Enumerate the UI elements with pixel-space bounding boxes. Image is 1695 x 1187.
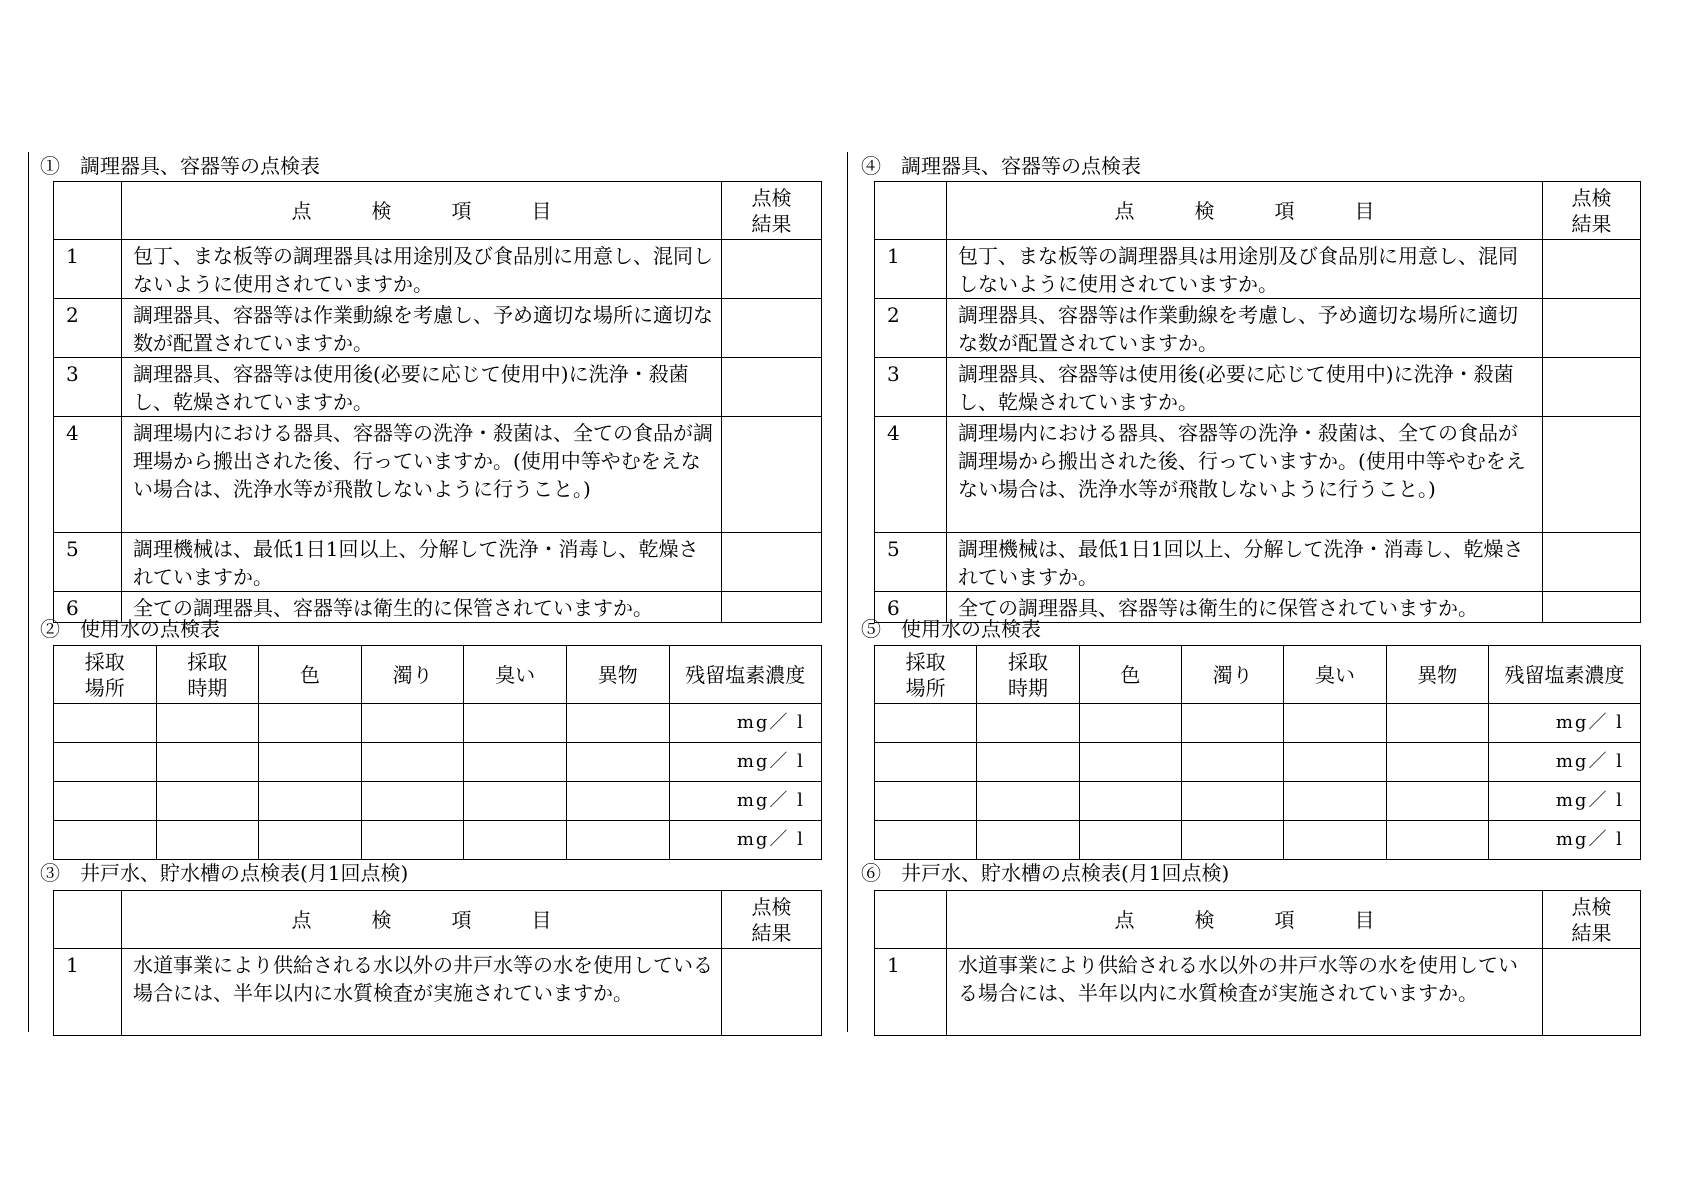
result-entry-cell[interactable]	[1543, 358, 1641, 417]
column-header: 濁り	[361, 646, 464, 704]
table-row	[875, 704, 1641, 743]
row-number: 5	[875, 533, 947, 592]
check-item-text: 水道事業により供給される水以外の井戸水等の水を使用している場合には、半年以内に水質検査が実施されていますか。	[947, 949, 1543, 1036]
check-item-text: 調理機械は、最低1日1回以上、分解して洗浄・消毒し、乾燥されていますか。	[947, 533, 1543, 592]
water-entry-cell[interactable]	[259, 821, 362, 860]
chlorine-unit-cell[interactable]: mg／ l	[1488, 821, 1640, 860]
result-entry-cell[interactable]	[722, 240, 822, 299]
column-header: 異物	[566, 646, 669, 704]
table-row	[875, 417, 1641, 533]
water-entry-cell[interactable]	[1284, 782, 1386, 821]
row-number: 1	[54, 240, 122, 299]
table-header-row	[54, 891, 822, 949]
check-item-text: 包丁、まな板等の調理器具は用途別及び食品別に用意し、混同しないように使用されていますか。	[122, 240, 722, 299]
utensils-checklist-table	[874, 181, 1641, 623]
water-entry-cell[interactable]	[464, 743, 567, 782]
water-check-table	[874, 645, 1641, 860]
column-header: 残留塩素濃度	[1488, 646, 1640, 704]
water-entry-cell[interactable]	[977, 743, 1079, 782]
row-number: 4	[54, 417, 122, 533]
water-entry-cell[interactable]	[1386, 743, 1488, 782]
left-margin-line	[28, 152, 29, 1032]
header-number-cell	[875, 182, 947, 240]
result-entry-cell[interactable]	[722, 299, 822, 358]
row-number: 4	[875, 417, 947, 533]
result-entry-cell[interactable]	[1543, 592, 1641, 623]
water-entry-cell[interactable]	[156, 782, 259, 821]
check-item-text: 調理場内における器具、容器等の洗浄・殺菌は、全ての食品が調理場から搬出された後、行っていますか。(使用中等やむをえない場合は、洗浄水等が飛散しないように行うこと。)	[947, 417, 1543, 533]
section-title-utensils: ① 調理器具、容器等の点検表	[40, 154, 320, 178]
check-item-text: 水道事業により供給される水以外の井戸水等の水を使用している場合には、半年以内に水質検査が実施されていますか。	[122, 949, 722, 1036]
water-entry-cell[interactable]	[156, 821, 259, 860]
water-entry-cell[interactable]	[1284, 704, 1386, 743]
water-entry-cell[interactable]	[566, 743, 669, 782]
check-item-text: 調理器具、容器等は使用後(必要に応じて使用中)に洗浄・殺菌し、乾燥されていますか。	[947, 358, 1543, 417]
well-water-checklist-table	[53, 890, 822, 1036]
center-divider-line	[847, 152, 848, 1032]
well-water-checklist-table	[874, 890, 1641, 1036]
section-title-water: ⑤ 使用水の点検表	[861, 617, 1041, 641]
column-header: 臭い	[1284, 646, 1386, 704]
result-entry-cell[interactable]	[722, 358, 822, 417]
row-number: 2	[54, 299, 122, 358]
check-item-text: 全ての調理器具、容器等は衛生的に保管されていますか。	[122, 592, 722, 623]
table-row	[875, 299, 1641, 358]
table-row	[54, 240, 822, 299]
check-item-text: 包丁、まな板等の調理器具は用途別及び食品別に用意し、混同しないように使用されていますか。	[947, 240, 1543, 299]
header-result-cell: 点検 結果	[1543, 182, 1641, 240]
water-entry-cell[interactable]	[1181, 782, 1283, 821]
water-entry-cell[interactable]	[361, 821, 464, 860]
water-entry-cell[interactable]	[566, 782, 669, 821]
table-row	[54, 417, 822, 533]
header-item-cell: 点 検 項 目	[947, 182, 1543, 240]
table-row	[54, 533, 822, 592]
water-entry-cell[interactable]	[1284, 743, 1386, 782]
table-header-row	[875, 891, 1641, 949]
chlorine-unit-cell[interactable]: mg／ l	[1488, 743, 1640, 782]
header-result-cell: 点検 結果	[722, 182, 822, 240]
table-row	[54, 949, 822, 1036]
table-header-row	[54, 646, 822, 704]
table-row	[54, 704, 822, 743]
result-entry-cell[interactable]	[1543, 299, 1641, 358]
chlorine-unit-cell[interactable]: mg／ l	[1488, 704, 1640, 743]
row-number: 6	[54, 592, 122, 623]
water-entry-cell[interactable]	[1079, 821, 1181, 860]
table-row	[54, 299, 822, 358]
column-header: 採取 時期	[156, 646, 259, 704]
check-item-text: 調理場内における器具、容器等の洗浄・殺菌は、全ての食品が調理場から搬出された後、行っていますか。(使用中等やむをえない場合は、洗浄水等が飛散しないように行うこと。)	[122, 417, 722, 533]
column-header: 異物	[1386, 646, 1488, 704]
water-entry-cell[interactable]	[1181, 704, 1283, 743]
utensils-checklist-table	[53, 181, 822, 623]
water-entry-cell[interactable]	[977, 782, 1079, 821]
table-row	[54, 782, 822, 821]
row-number: 1	[875, 240, 947, 299]
row-number: 3	[875, 358, 947, 417]
column-header: 臭い	[464, 646, 567, 704]
result-entry-cell[interactable]	[1543, 417, 1641, 533]
header-result-cell: 点検 結果	[1543, 891, 1641, 949]
chlorine-unit-cell[interactable]: mg／ l	[669, 782, 821, 821]
result-entry-cell[interactable]	[1543, 240, 1641, 299]
row-number: 1	[875, 949, 947, 1036]
water-entry-cell[interactable]	[1181, 743, 1283, 782]
water-entry-cell[interactable]	[54, 782, 157, 821]
table-row	[54, 821, 822, 860]
water-entry-cell[interactable]	[1181, 821, 1283, 860]
header-number-cell	[54, 182, 122, 240]
table-row	[875, 782, 1641, 821]
water-entry-cell[interactable]	[361, 743, 464, 782]
chlorine-unit-cell[interactable]: mg／ l	[669, 743, 821, 782]
check-item-text: 調理機械は、最低1日1回以上、分解して洗浄・消毒し、乾燥されていますか。	[122, 533, 722, 592]
table-row	[875, 743, 1641, 782]
check-item-text: 調理器具、容器等は作業動線を考慮し、予め適切な場所に適切な数が配置されていますか。	[947, 299, 1543, 358]
column-header: 採取 場所	[875, 646, 977, 704]
result-entry-cell[interactable]	[722, 592, 822, 623]
table-header-row	[875, 182, 1641, 240]
water-entry-cell[interactable]	[1284, 821, 1386, 860]
chlorine-unit-cell[interactable]: mg／ l	[669, 821, 821, 860]
water-entry-cell[interactable]	[259, 704, 362, 743]
water-entry-cell[interactable]	[1079, 782, 1181, 821]
water-entry-cell[interactable]	[875, 782, 977, 821]
chlorine-unit-cell[interactable]: mg／ l	[669, 704, 821, 743]
section-title-utensils: ④ 調理器具、容器等の点検表	[861, 154, 1141, 178]
section-title-water: ② 使用水の点検表	[40, 617, 220, 641]
table-row	[54, 358, 822, 417]
header-number-cell	[875, 891, 947, 949]
check-item-text: 調理器具、容器等は使用後(必要に応じて使用中)に洗浄・殺菌し、乾燥されていますか。	[122, 358, 722, 417]
water-entry-cell[interactable]	[566, 821, 669, 860]
water-entry-cell[interactable]	[156, 743, 259, 782]
column-header: 採取 場所	[54, 646, 157, 704]
table-row	[875, 821, 1641, 860]
header-item-cell: 点 検 項 目	[947, 891, 1543, 949]
water-entry-cell[interactable]	[464, 782, 567, 821]
result-entry-cell[interactable]	[1543, 533, 1641, 592]
water-entry-cell[interactable]	[875, 743, 977, 782]
water-entry-cell[interactable]	[259, 782, 362, 821]
water-entry-cell[interactable]	[1386, 782, 1488, 821]
water-entry-cell[interactable]	[259, 743, 362, 782]
water-entry-cell[interactable]	[464, 821, 567, 860]
water-entry-cell[interactable]	[54, 704, 157, 743]
water-entry-cell[interactable]	[464, 704, 567, 743]
water-entry-cell[interactable]	[156, 704, 259, 743]
chlorine-unit-cell[interactable]: mg／ l	[1488, 782, 1640, 821]
row-number: 1	[54, 949, 122, 1036]
row-number: 3	[54, 358, 122, 417]
row-number: 2	[875, 299, 947, 358]
water-entry-cell[interactable]	[1079, 704, 1181, 743]
water-entry-cell[interactable]	[875, 704, 977, 743]
table-row	[875, 240, 1641, 299]
water-entry-cell[interactable]	[977, 821, 1079, 860]
column-header: 色	[259, 646, 362, 704]
check-item-text: 全ての調理器具、容器等は衛生的に保管されていますか。	[947, 592, 1543, 623]
table-header-row	[54, 182, 822, 240]
check-item-text: 調理器具、容器等は作業動線を考慮し、予め適切な場所に適切な数が配置されていますか。	[122, 299, 722, 358]
result-entry-cell[interactable]	[722, 533, 822, 592]
row-number: 6	[875, 592, 947, 623]
table-row	[875, 358, 1641, 417]
table-row	[54, 743, 822, 782]
header-item-cell: 点 検 項 目	[122, 891, 722, 949]
table-row	[875, 949, 1641, 1036]
water-entry-cell[interactable]	[54, 821, 157, 860]
result-entry-cell[interactable]	[1543, 949, 1641, 1036]
water-entry-cell[interactable]	[54, 743, 157, 782]
row-number: 5	[54, 533, 122, 592]
column-header: 残留塩素濃度	[669, 646, 821, 704]
water-entry-cell[interactable]	[1386, 704, 1488, 743]
table-header-row	[875, 646, 1641, 704]
result-entry-cell[interactable]	[722, 417, 822, 533]
water-entry-cell[interactable]	[1386, 821, 1488, 860]
water-entry-cell[interactable]	[977, 704, 1079, 743]
water-entry-cell[interactable]	[566, 704, 669, 743]
column-header: 濁り	[1181, 646, 1283, 704]
column-header: 色	[1079, 646, 1181, 704]
section-title-well-water: ⑥ 井戸水、貯水槽の点検表(月1回点検)	[861, 861, 1230, 885]
column-header: 採取 時期	[977, 646, 1079, 704]
water-entry-cell[interactable]	[875, 821, 977, 860]
header-item-cell: 点 検 項 目	[122, 182, 722, 240]
water-entry-cell[interactable]	[1079, 743, 1181, 782]
result-entry-cell[interactable]	[722, 949, 822, 1036]
section-title-well-water: ③ 井戸水、貯水槽の点検表(月1回点検)	[40, 861, 409, 885]
header-result-cell: 点検 結果	[722, 891, 822, 949]
water-check-table	[53, 645, 822, 860]
header-number-cell	[54, 891, 122, 949]
water-entry-cell[interactable]	[361, 704, 464, 743]
water-entry-cell[interactable]	[361, 782, 464, 821]
table-row	[875, 533, 1641, 592]
